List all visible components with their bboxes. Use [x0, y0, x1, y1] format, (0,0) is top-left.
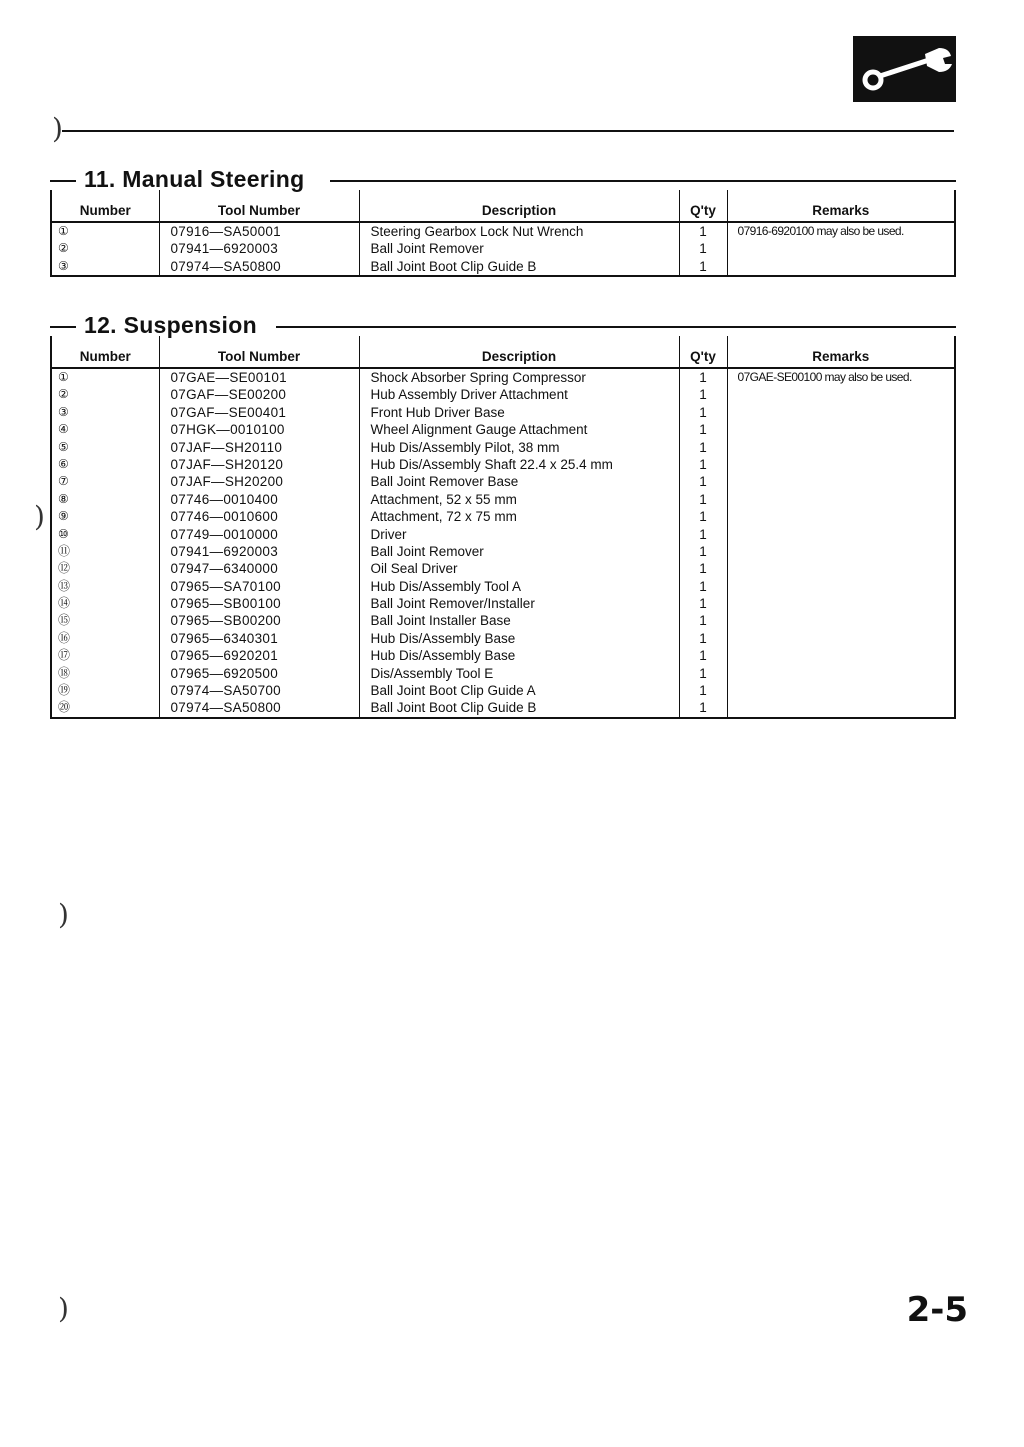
- table-cell-tool-number: 07916—SA50001: [170, 224, 281, 239]
- table-cell-remarks: [728, 258, 955, 275]
- table-cell-description: Attachment, 72 x 75 mm: [370, 509, 517, 525]
- table-cell-tool-number: 07749—0010000: [170, 526, 278, 542]
- description-column: [359, 222, 679, 276]
- table-cell-description: Hub Dis/Assembly Pilot, 38 mm: [370, 439, 560, 455]
- table-cell-tool-number: 07965—SA70100: [170, 578, 281, 594]
- number-column: [51, 222, 159, 276]
- section-title: 11. Manual Steering: [84, 166, 310, 193]
- section-heading: [50, 166, 956, 192]
- table-cell-remarks: [728, 491, 955, 508]
- table-cell-qty: 1: [699, 561, 707, 577]
- table-cell-description: Wheel Alignment Gauge Attachment: [370, 422, 588, 438]
- table-cell-remarks: [728, 560, 955, 577]
- table-cell-description: Hub Dis/Assembly Shaft 22.4 x 25.4 mm: [370, 456, 613, 472]
- table-cell-tool-number: 07965—6920201: [170, 648, 278, 664]
- table-cell-qty: 1: [699, 509, 707, 525]
- table-cell-qty: 1: [699, 422, 707, 438]
- col-header-qty: Q'ty: [679, 190, 727, 222]
- number-column: [51, 368, 159, 718]
- col-header-description: Description: [359, 336, 679, 368]
- col-header-description: Description: [359, 190, 679, 222]
- table-cell-description: Ball Joint Boot Clip Guide B: [370, 700, 537, 716]
- table-cell-qty: 1: [699, 387, 707, 403]
- col-header-qty: Q'ty: [679, 336, 727, 368]
- table-cell-number: ⑰: [58, 648, 71, 663]
- remarks-column: [727, 368, 955, 718]
- table-cell-number: ⑤: [58, 439, 69, 454]
- section-heading: [50, 312, 956, 338]
- table-cell-remarks: [728, 404, 955, 421]
- heading-rule: [330, 180, 956, 182]
- table-cell-remarks: [728, 647, 955, 664]
- table-cell-number: ⑩: [58, 526, 69, 541]
- binding-mark: ): [58, 898, 69, 931]
- table-cell-description: Hub Dis/Assembly Tool A: [370, 578, 522, 594]
- col-header-remarks: Remarks: [727, 190, 955, 222]
- wrench-icon: [853, 36, 956, 102]
- table-cell-qty: 1: [699, 491, 707, 507]
- heading-rule: [50, 326, 76, 328]
- table-cell-remarks: [728, 439, 955, 456]
- binding-mark: ): [34, 500, 45, 533]
- table-cell-remarks: [728, 508, 955, 525]
- table-cell-qty: 1: [699, 439, 707, 455]
- table-cell-number: ①: [58, 370, 69, 384]
- qty-column: [679, 368, 727, 718]
- description-column: [359, 368, 679, 718]
- table-cell-description: Ball Joint Remover: [370, 241, 484, 257]
- table-cell-description: Front Hub Driver Base: [370, 404, 505, 420]
- binding-mark: ): [58, 1292, 69, 1325]
- table-cell-qty: 1: [699, 665, 707, 681]
- table-cell-qty: 1: [699, 474, 707, 490]
- col-header-number: Number: [51, 190, 159, 222]
- table-cell-qty: 1: [699, 543, 707, 559]
- table-cell-remarks: [728, 456, 955, 473]
- table-cell-remarks: [728, 665, 955, 682]
- table-cell-description: Hub Dis/Assembly Base: [370, 630, 516, 646]
- table-cell-description: Hub Dis/Assembly Base: [370, 648, 516, 664]
- table-cell-remarks: [728, 543, 955, 560]
- table-cell-number: ⑭: [58, 596, 71, 611]
- heading-rule: [50, 180, 76, 182]
- table-cell-number: ⑯: [58, 630, 71, 645]
- table-cell-description: Ball Joint Remover/Installer: [370, 596, 535, 612]
- table-cell-tool-number: 07GAF—SE00401: [170, 404, 287, 420]
- table-cell-qty: 1: [699, 241, 707, 257]
- table-cell-number: ⑮: [58, 613, 71, 628]
- tool-table: [50, 190, 956, 277]
- table-cell-tool-number: 07JAF—SH20110: [170, 439, 283, 455]
- table-cell-description: Driver: [370, 526, 407, 542]
- table-cell-remarks: [728, 682, 955, 699]
- table-cell-tool-number: 07974—SA50800: [170, 700, 281, 716]
- qty-column: [679, 222, 727, 276]
- table-cell-qty: 1: [699, 700, 707, 716]
- table-cell-tool-number: 07947—6340000: [170, 561, 278, 577]
- table-cell-description: Oil Seal Driver: [370, 561, 458, 577]
- table-cell-number: ⑨: [58, 509, 69, 524]
- table-cell-number: ③: [58, 404, 69, 419]
- table-cell-tool-number: 07974—SA50700: [170, 683, 281, 699]
- table-cell-remarks: [728, 526, 955, 543]
- table-cell-description: Ball Joint Boot Clip Guide B: [370, 258, 537, 274]
- table-cell-tool-number: 07965—SB00200: [170, 613, 281, 629]
- table-cell-description: Attachment, 52 x 55 mm: [370, 491, 517, 507]
- page-number: 2-5: [906, 1290, 968, 1330]
- table-cell-tool-number: 07941—6920003: [170, 543, 278, 559]
- table-cell-number: ⑳: [58, 700, 71, 715]
- table-cell-remarks: [728, 612, 955, 629]
- table-cell-qty: 1: [699, 258, 707, 274]
- table-cell-description: Ball Joint Remover: [370, 543, 484, 559]
- col-header-number: Number: [51, 336, 159, 368]
- table-cell-qty: 1: [699, 578, 707, 594]
- table-cell-tool-number: 07GAF—SE00200: [170, 387, 287, 403]
- table-cell-remarks: [728, 386, 955, 403]
- table-cell-description: Ball Joint Remover Base: [370, 474, 519, 490]
- table-cell-number: ⑬: [58, 578, 71, 593]
- table-cell-remarks: [728, 630, 955, 647]
- table-cell-qty: 1: [699, 224, 707, 239]
- table-cell-remarks: [728, 699, 955, 716]
- remarks-column: [727, 222, 955, 276]
- table-cell-remarks: [728, 578, 955, 595]
- table-cell-tool-number: 07GAE—SE00101: [170, 370, 287, 385]
- table-cell-tool-number: 07941—6920003: [170, 241, 278, 257]
- table-cell-tool-number: 07746—0010600: [170, 509, 278, 525]
- table-cell-description: Ball Joint Installer Base: [370, 613, 511, 629]
- table-cell-description: Shock Absorber Spring Compressor: [370, 370, 586, 385]
- table-cell-tool-number: 07JAF—SH20120: [170, 456, 284, 472]
- table-cell-tool-number: 07974—SA50800: [170, 258, 281, 274]
- table-cell-remarks: 07GAE-SE00100 may also be used.: [737, 370, 912, 384]
- table-cell-tool-number: 07HGK—0010100: [170, 422, 285, 438]
- table-cell-description: Steering Gearbox Lock Nut Wrench: [370, 224, 584, 239]
- table-cell-qty: 1: [699, 648, 707, 664]
- table-cell-qty: 1: [699, 526, 707, 542]
- table-cell-tool-number: 07965—6340301: [170, 630, 278, 646]
- binding-mark: ): [52, 112, 63, 145]
- table-cell-number: ⑦: [58, 474, 69, 489]
- table-cell-tool-number: 07746—0010400: [170, 491, 278, 507]
- heading-rule: [276, 326, 956, 328]
- tool-number-column: [159, 222, 359, 276]
- table-cell-description: Dis/Assembly Tool E: [370, 665, 494, 681]
- wrench-icon-graphic: [853, 36, 956, 102]
- table-cell-number: ⑥: [58, 456, 69, 471]
- table-cell-number: ④: [58, 422, 69, 437]
- table-cell-qty: 1: [699, 613, 707, 629]
- table-cell-number: ⑪: [58, 543, 71, 558]
- col-header-tool-number: Tool Number: [159, 336, 359, 368]
- table-cell-qty: 1: [699, 370, 707, 385]
- table-cell-tool-number: 07965—SB00100: [170, 596, 281, 612]
- table-cell-number: ⑫: [58, 561, 71, 576]
- table-cell-remarks: [728, 240, 955, 257]
- table-cell-remarks: 07916-6920100 may also be used.: [737, 224, 904, 238]
- tool-number-column: [159, 368, 359, 718]
- col-header-tool-number: Tool Number: [159, 190, 359, 222]
- table-cell-number: ②: [58, 387, 69, 402]
- table-cell-qty: 1: [699, 456, 707, 472]
- table-cell-number: ⑲: [58, 683, 71, 698]
- header-rule: [62, 130, 954, 132]
- table-cell-number: ①: [58, 224, 69, 238]
- table-cell-tool-number: 07965—6920500: [170, 665, 278, 681]
- table-cell-qty: 1: [699, 683, 707, 699]
- table-cell-number: ⑱: [58, 665, 71, 680]
- section-title: 12. Suspension: [84, 312, 263, 339]
- table-cell-remarks: [728, 421, 955, 438]
- table-cell-tool-number: 07JAF—SH20200: [170, 474, 284, 490]
- table-cell-number: ③: [58, 258, 69, 273]
- col-header-remarks: Remarks: [727, 336, 955, 368]
- table-cell-description: Hub Assembly Driver Attachment: [370, 387, 568, 403]
- table-cell-qty: 1: [699, 404, 707, 420]
- table-cell-description: Ball Joint Boot Clip Guide A: [370, 683, 536, 699]
- tool-table: [50, 336, 956, 719]
- table-cell-qty: 1: [699, 630, 707, 646]
- table-cell-qty: 1: [699, 596, 707, 612]
- table-cell-remarks: [728, 473, 955, 490]
- table-cell-number: ⑧: [58, 491, 69, 506]
- table-cell-remarks: [728, 595, 955, 612]
- table-cell-number: ②: [58, 241, 69, 256]
